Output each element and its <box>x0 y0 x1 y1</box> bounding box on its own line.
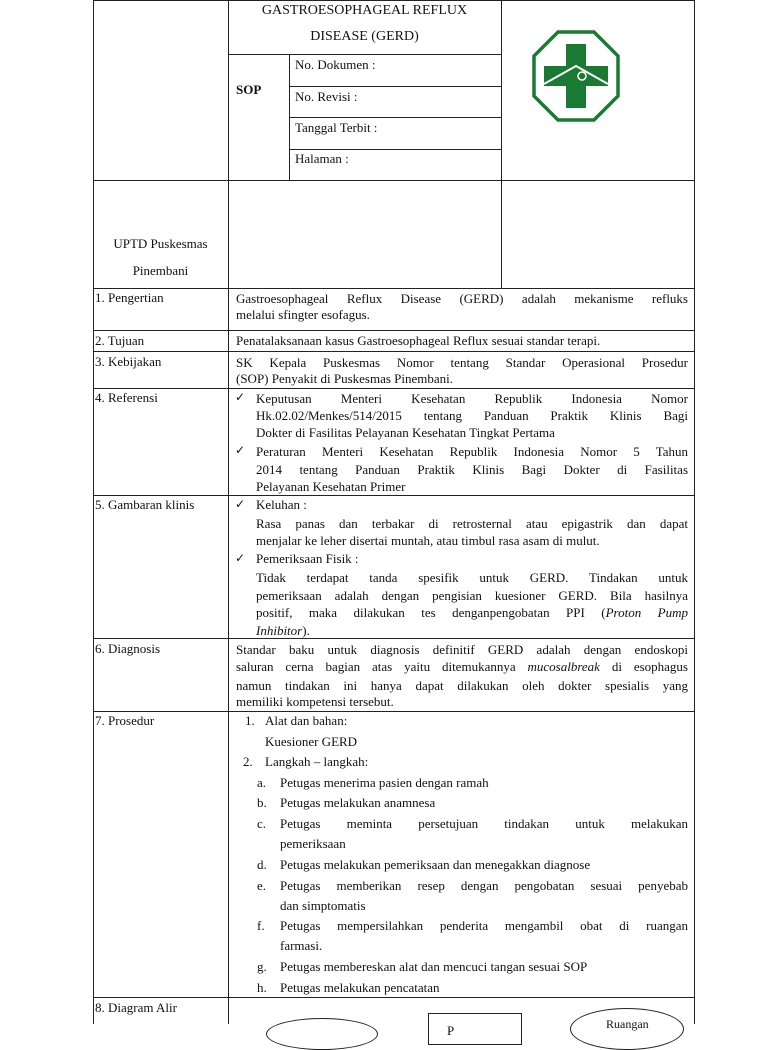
table-border <box>228 0 229 1024</box>
table-border <box>289 86 501 87</box>
table-border <box>93 638 694 639</box>
table-border <box>93 351 694 352</box>
diagnosis-text-line2 <box>236 659 688 674</box>
table-border <box>289 117 501 118</box>
diagnosis-text-line2-plain: saluran cerna bagian atas yaitu ditemukannya <box>236 659 528 674</box>
step-text: Petugas mempersilahkan penderita mengambil obat di ruangan <box>280 918 688 933</box>
diagnosis-text-line4: memiliki kompetensi tersebut. <box>236 694 394 709</box>
table-border <box>93 388 694 389</box>
flowchart-ruangan-oval <box>570 1008 684 1050</box>
langkah-heading: Langkah – langkah: <box>265 754 369 769</box>
flowchart-start-oval <box>266 1018 378 1050</box>
sop-label: SOP <box>236 82 262 97</box>
tanggal-terbit-field: Tanggal Terbit : <box>295 120 378 135</box>
step-text: Petugas menerima pasien dengan ramah <box>280 775 489 790</box>
step-text-continued: farmasi. <box>280 938 323 953</box>
pemeriksaan-text-line3 <box>256 605 688 620</box>
organization-name-line1: UPTD Puskesmas <box>113 236 208 251</box>
pemeriksaan-text-line4-italic: Inhibitor <box>256 623 303 638</box>
diagnosis-text-line1: Standar baku untuk diagnosis definitif GERD adalah dengan endoskopi <box>236 642 688 657</box>
flowchart-box-text: P <box>447 1023 455 1038</box>
no-dokumen-field: No. Dokumen : <box>295 57 376 72</box>
step-marker: h. <box>257 980 267 995</box>
step-text-continued: pemeriksaan <box>280 836 346 851</box>
referensi-item2-line2: 2014 tentang Panduan Praktik Klinis Bagi Dokter di Fasilitas <box>256 462 688 477</box>
pengertian-text-line1: Gastroesophageal Reflux Disease (GERD) adalah mekanisme refluks <box>236 291 688 306</box>
pemeriksaan-fisik-heading: Pemeriksaan Fisik : <box>256 551 359 566</box>
alat-number: 1. <box>245 713 255 728</box>
section-label-referensi: 4. Referensi <box>95 390 158 405</box>
alat-heading: Alat dan bahan: <box>265 713 348 728</box>
flowchart-process-box <box>428 1013 522 1045</box>
keluhan-text-line1: Rasa panas dan terbakar di retrosternal atau epigastrik dan dapat <box>256 516 688 531</box>
section-label-gambaran-klinis: 5. Gambaran klinis <box>95 497 195 512</box>
table-border <box>93 711 694 712</box>
no-revisi-field: No. Revisi : <box>295 89 358 104</box>
kebijakan-text-line1: SK Kepala Puskesmas Nomor tentang Standar Operasional Prosedur <box>236 355 688 370</box>
table-border <box>289 149 501 150</box>
referensi-item1-line1: Keputusan Menteri Kesehatan Republik Indonesia Nomor <box>256 391 688 406</box>
step-text: Petugas memberikan resep dengan pengobatan sesuai penyebab <box>280 878 688 893</box>
halaman-field: Halaman : <box>295 151 349 166</box>
pengertian-text-line2: melalui sfingter esofagus. <box>236 307 370 322</box>
step-text: Petugas melakukan pencatatan <box>280 980 440 995</box>
table-border <box>93 180 694 181</box>
section-label-kebijakan: 3. Kebijakan <box>95 354 162 369</box>
section-label-prosedur: 7. Prosedur <box>95 713 155 728</box>
referensi-item2-line3: Pelayanan Kesehatan Primer <box>256 479 406 494</box>
table-border <box>501 0 502 289</box>
langkah-number: 2. <box>243 754 253 769</box>
table-border <box>93 330 694 331</box>
referensi-item1-line3: Dokter di Fasilitas Pelayanan Kesehatan Tingkat Pertama <box>256 425 555 440</box>
table-border <box>228 54 501 55</box>
document-title-line1: GASTROESOPHAGEAL REFLUX <box>261 3 468 18</box>
diagnosis-text-line2-tail: di esophagus <box>599 659 688 674</box>
referensi-item1-line2: Hk.02.02/Menkes/514/2015 tentang Panduan Praktik Klinis Bagi <box>256 408 688 423</box>
pemeriksaan-text-line3-italic: Proton Pump <box>605 605 688 620</box>
checkmark-icon: ✓ <box>235 390 246 404</box>
referensi-item2-line1: Peraturan Menteri Kesehatan Republik Indonesia Nomor 5 Tahun <box>256 444 688 459</box>
table-border <box>93 0 694 1</box>
tujuan-text: Penatalaksanaan kasus Gastroesophageal Reflux sesuai standar terapi. <box>236 333 601 348</box>
pemeriksaan-text-line1: Tidak terdapat tanda spesifik untuk GERD. Tindakan untuk <box>256 570 688 585</box>
checkmark-icon: ✓ <box>235 497 246 511</box>
checkmark-icon: ✓ <box>235 443 246 457</box>
table-border <box>93 0 94 1024</box>
table-border <box>694 0 695 1024</box>
table-border <box>93 288 694 289</box>
section-label-tujuan: 2. Tujuan <box>95 333 145 348</box>
step-text: Petugas melakukan pemeriksaan dan menegakkan diagnose <box>280 857 591 872</box>
step-text-continued: dan simptomatis <box>280 898 366 913</box>
step-marker: c. <box>257 816 267 831</box>
pemeriksaan-text-line2: pemeriksaan adalah dengan pengisian kuesioner GERD. Bila hasilnya <box>256 588 688 603</box>
document-title-line2: DISEASE (GERD) <box>310 29 419 44</box>
step-marker: d. <box>257 857 267 872</box>
organization-name-line2: Pinembani <box>132 263 189 278</box>
step-text: Petugas membereskan alat dan mencuci tangan sesuai SOP <box>280 959 588 974</box>
diagnosis-text-line2-italic: mucosalbreak <box>527 659 600 674</box>
pemeriksaan-text-line3-plain: positif, maka dilakukan tes denganpengobatan PPI ( <box>256 605 606 620</box>
step-marker: f. <box>257 918 265 933</box>
keluhan-text-line2: menjalar ke leher disertai muntah, atau timbul rasa asam di mulut. <box>256 533 600 548</box>
alat-item: Kuesioner GERD <box>265 734 358 749</box>
section-label-diagnosis: 6. Diagnosis <box>95 641 160 656</box>
pemeriksaan-text-line4 <box>256 623 310 638</box>
kebijakan-text-line2: (SOP) Penyakit di Puskesmas Pinembani. <box>236 371 454 386</box>
section-label-pengertian: 1. Pengertian <box>95 290 164 305</box>
puskesmas-logo-icon <box>532 30 620 122</box>
table-border <box>93 495 694 496</box>
step-text: Petugas meminta persetujuan tindakan untuk melakukan <box>280 816 688 831</box>
diagnosis-text-line3: namun tindakan ini hanya dapat dilakukan oleh dokter spesialis yang <box>236 678 688 693</box>
step-marker: g. <box>257 959 267 974</box>
keluhan-heading: Keluhan : <box>256 497 307 512</box>
table-border <box>93 997 694 998</box>
step-marker: b. <box>257 795 267 810</box>
checkmark-icon: ✓ <box>235 551 246 565</box>
step-marker: e. <box>257 878 267 893</box>
step-text: Petugas melakukan anamnesa <box>280 795 436 810</box>
step-marker: a. <box>257 775 267 790</box>
section-label-diagram-alir: 8. Diagram Alir <box>95 1000 177 1015</box>
pemeriksaan-text-line4-plain: ). <box>302 623 310 638</box>
flowchart-oval-text: Ruangan <box>606 1017 649 1031</box>
